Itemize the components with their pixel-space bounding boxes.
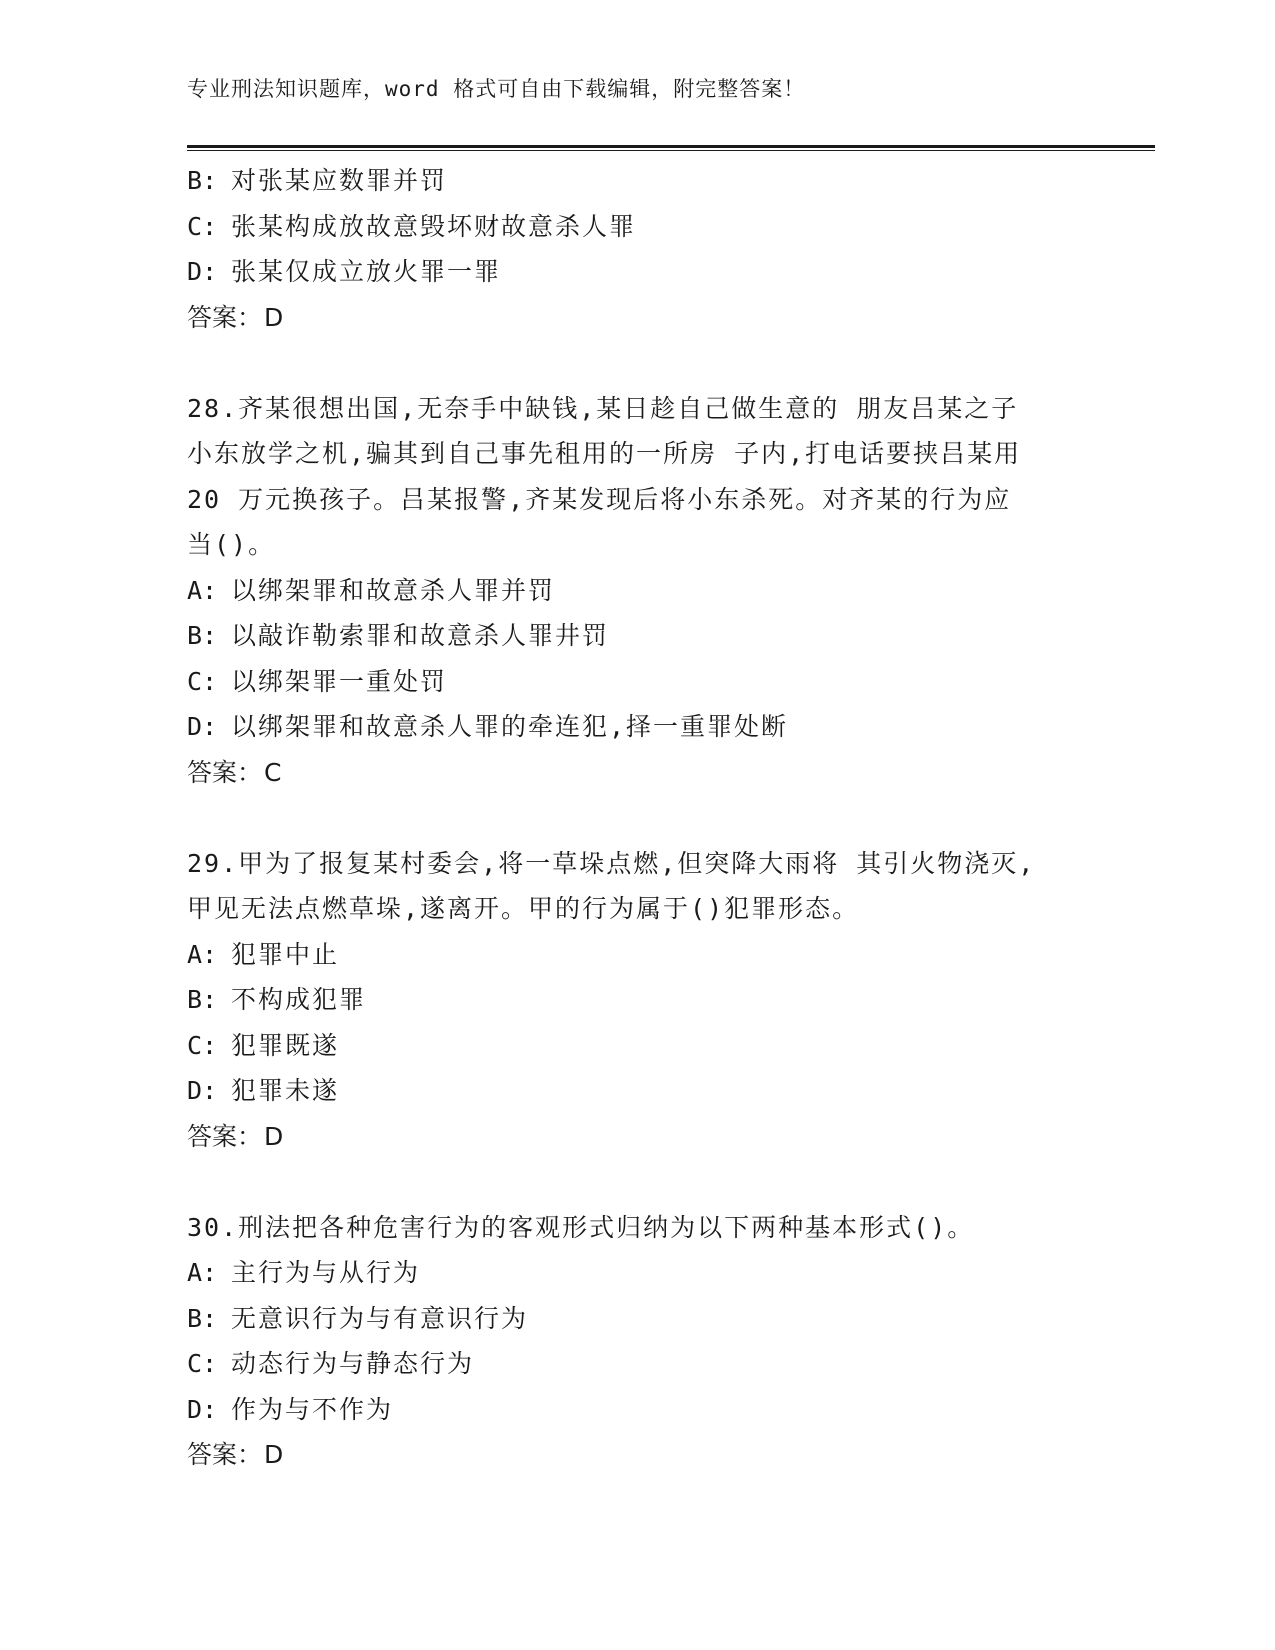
stem-line: 甲见无法点燃草垛,遂离开。甲的行为属于()犯罪形态。 (187, 894, 860, 923)
option-label: C: (187, 211, 218, 241)
option-c (187, 1341, 1087, 1387)
option-label: A: (187, 575, 218, 605)
option-label: B: (187, 166, 218, 195)
answer-label: 答案： (187, 1440, 263, 1469)
stem-line: 小东放学之机,骗其到自己事先租用的一所房 子内,打电话要挟吕某用 (187, 439, 1022, 468)
option-a (187, 932, 1087, 978)
option-text: 犯罪未遂 (231, 1076, 340, 1105)
answer-label: 答案： (187, 302, 263, 332)
stem-line: 29.甲为了报复某村委会,将一草垛点燃,但突降大雨将 其引火物浇灭, (187, 848, 1036, 878)
option-text: 以敲诈勒索罪和故意杀人罪井罚 (231, 621, 610, 650)
stem-line: 28.齐某很想出国,无奈手中缺钱,某日趁自己做生意的 朋友吕某之子 (187, 393, 1019, 423)
option-d (187, 1387, 1087, 1433)
question-block-30 (187, 1205, 1087, 1478)
header-rule-thin (187, 150, 1155, 151)
option-text: 动态行为与静态行为 (231, 1349, 475, 1378)
option-b (187, 613, 1087, 659)
question-block-28 (187, 386, 1087, 796)
answer-label: 答案： (187, 757, 263, 787)
option-d (187, 249, 1087, 295)
option-text: 以绑架罪和故意杀人罪的牵连犯,择一重罪处断 (231, 712, 789, 741)
option-text: 以绑架罪一重处罚 (231, 666, 448, 696)
option-label: A: (187, 939, 218, 969)
option-a (187, 1250, 1087, 1296)
option-label: D: (187, 712, 218, 741)
stem-line: 30.刑法把各种危害行为的客观形式归纳为以下两种基本形式()。 (187, 1212, 975, 1242)
option-label: D: (187, 1076, 218, 1105)
answer-label: 答案： (187, 1121, 263, 1151)
option-c (187, 659, 1087, 705)
answer-value: C (264, 757, 282, 787)
option-label: C: (187, 666, 218, 696)
question-stem (187, 1205, 1087, 1251)
header-rule-thick (187, 145, 1155, 148)
option-d (187, 704, 1087, 750)
option-text: 犯罪中止 (231, 939, 340, 969)
option-label: D: (187, 1394, 218, 1424)
answer-value: D (264, 1121, 284, 1151)
question-list (187, 158, 1087, 1478)
stem-line: 当()。 (187, 530, 276, 559)
option-text: 张某仅成立放火罪一罪 (231, 257, 502, 286)
question-stem (187, 386, 1087, 568)
option-text: 张某构成放故意毁坏财故意杀人罪 (231, 211, 637, 241)
option-b (187, 1296, 1087, 1342)
option-label: A: (187, 1258, 218, 1287)
option-text: 主行为与从行为 (231, 1258, 421, 1287)
answer-value: D (264, 1440, 284, 1469)
option-b (187, 158, 1087, 204)
answer-line (187, 295, 1087, 341)
option-label: B: (187, 621, 218, 650)
question-block-29 (187, 841, 1087, 1160)
option-a (187, 568, 1087, 614)
option-label: B: (187, 985, 218, 1014)
option-label: C: (187, 1349, 218, 1378)
answer-value: D (264, 302, 284, 332)
option-text: 以绑架罪和故意杀人罪并罚 (231, 575, 556, 605)
question-stem (187, 841, 1087, 932)
option-label: D: (187, 257, 218, 286)
stem-line: 20 万元换孩子。吕某报警,齐某发现后将小东杀死。对齐某的行为应 (187, 484, 1012, 514)
option-text: 犯罪既遂 (231, 1030, 340, 1060)
option-text: 无意识行为与有意识行为 (231, 1303, 529, 1333)
option-b (187, 977, 1087, 1023)
option-label: C: (187, 1030, 218, 1060)
question-block-continued (187, 158, 1087, 340)
option-label: B: (187, 1303, 218, 1333)
option-text: 不构成犯罪 (231, 985, 367, 1014)
page-header: 专业刑法知识题库，word 格式可自由下载编辑，附完整答案！ (187, 77, 806, 101)
option-text: 对张某应数罪并罚 (231, 166, 448, 195)
answer-line (187, 1432, 1087, 1478)
option-text: 作为与不作为 (231, 1394, 394, 1424)
option-d (187, 1068, 1087, 1114)
answer-line (187, 750, 1087, 796)
answer-line (187, 1114, 1087, 1160)
option-c (187, 204, 1087, 250)
option-c (187, 1023, 1087, 1069)
